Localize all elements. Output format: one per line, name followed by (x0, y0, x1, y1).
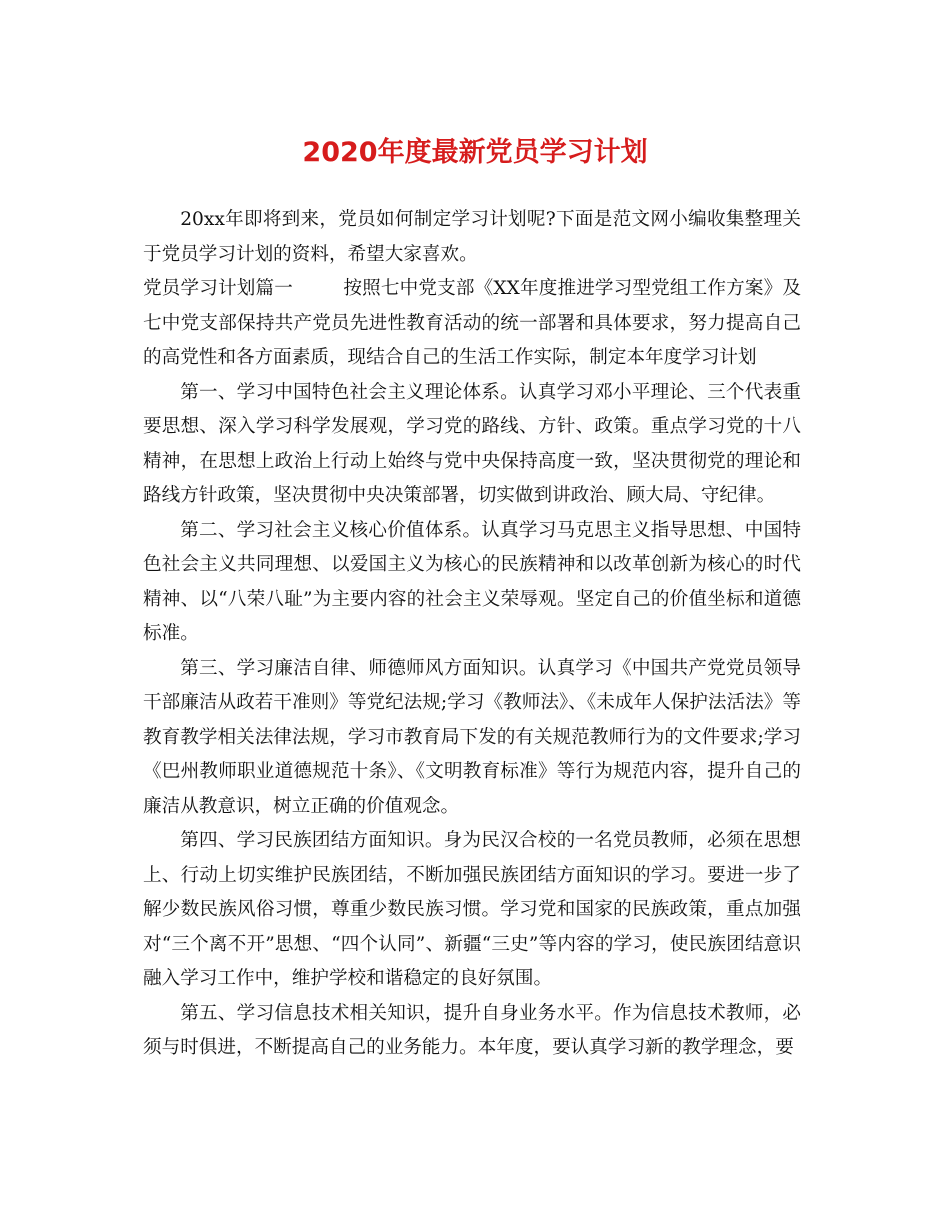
paragraph-3: 第三、学习廉洁自律、师德师风方面知识。认真学习《中国共产党党员领导干部廉洁从政若干准则》等党纪法规;学习《教师法》、《未成年人保护法活法》等教育教学相关法律法规，学习市教育局下发的有关规范教师行为的文件要求;学习《巴州教师职业道德规范十条》、《文明教育标准》等行为规范内容，提升自己的廉洁从教意识，树立正确的价值观念。 (143, 657, 801, 817)
intro-paragraph: 20xx年即将到来，党员如何制定学习计划呢?下面是范文网小编收集整理关于党员学习计划的资料，希望大家喜欢。 (143, 209, 801, 265)
document-title: 2020年度最新党员学习计划 (302, 137, 648, 168)
paragraph-1: 第一、学习中国特色社会主义理论体系。认真学习邓小平理论、三个代表重要思想、深入学习科学发展观，学习党的路线、方针、政策。重点学习党的十八精神，在思想上政治上行动上始终与党中央保持高度一致，坚决贯彻党的理论和路线方针政策，坚决贯彻中央决策部署，切实做到讲政治、顾大局、守纪律。 (143, 381, 801, 506)
paragraph-4: 第四、学习民族团结方面知识。身为民汉合校的一名党员教师，必须在思想上、行动上切实维护民族团结，不断加强民族团结方面知识的学习。要进一步了解少数民族风俗习惯，尊重少数民族习惯。学习党和国家的民族政策，重点加强对“三个离不开”思想、“四个认同”、新疆“三史”等内容的学习，使民族团结意识融入学习工作中，维护学校和谐稳定的良好氛围。 (143, 830, 801, 989)
document-body (143, 203, 801, 1066)
paragraph-5: 第五、学习信息技术相关知识，提升自身业务水平。作为信息技术教师，必须与时俱进，不断提高自己的业务能力。本年度，要认真学习新的教学理念，要 (143, 1002, 801, 1058)
section-paragraph (143, 272, 801, 376)
paragraph-2: 第二、学习社会主义核心价值体系。认真学习马克思主义指导思想、中国特色社会主义共同理想、以爱国主义为核心的民族精神和以改革创新为核心的时代精神、以“八荣八耻”为主要内容的社会主义荣辱观。坚定自己的价值坐标和道德标准。 (143, 519, 801, 644)
section-lead: 按照七中党支部《XX年度推进学习型党组工作方案》及七中党支部保持共产党员先进性教育活动的统一部署和具体要求，努力提高自己的高党性和各方面素质，现结合自己的生活工作实际，制定本年度学习计划 (143, 278, 801, 368)
section-heading: 党员学习计划篇一 (143, 278, 293, 299)
